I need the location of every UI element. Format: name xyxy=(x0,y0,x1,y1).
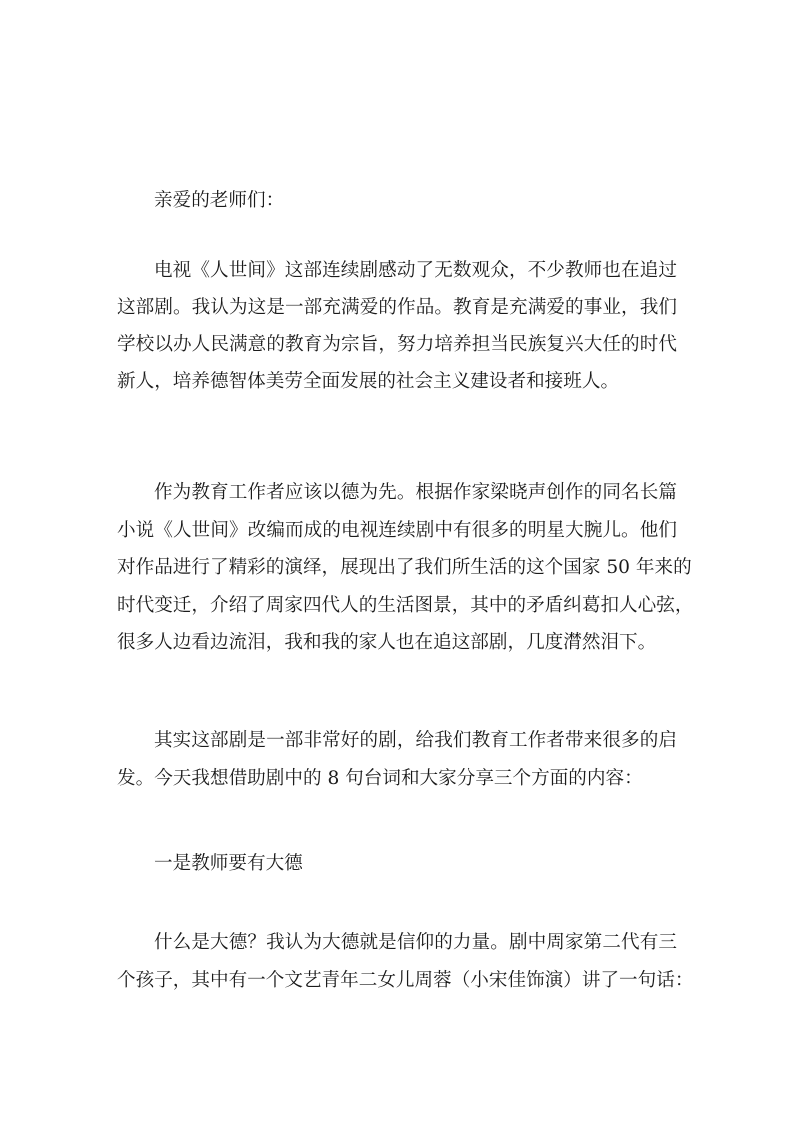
paragraph-line: 小说《人世间》改编而成的电视连续剧中有很多的明星大腕儿。他们 xyxy=(117,520,677,541)
paragraph-line: 时代变迁，介绍了周家四代人的生活图景，其中的矛盾纠葛扣人心弦， xyxy=(117,595,694,616)
paragraph-line: 新人，培养德智体美劳全面发展的社会主义建设者和接班人。 xyxy=(117,371,620,392)
paragraph-line: 对作品进行了精彩的演绎，展现出了我们所生活的这个国家 50 年来的 xyxy=(117,557,692,578)
paragraph-line: 其实这部剧是一部非常好的剧，给我们教育工作者带来很多的启 xyxy=(154,730,677,751)
paragraph-line: 学校以办人民满意的教育为宗旨，努力培养担当民族复兴大任的时代 xyxy=(117,334,677,355)
greeting: 亲爱的老师们： xyxy=(154,190,285,211)
paragraph-line: 个孩子，其中有一个文艺青年二女儿周蓉（小宋佳饰演）讲了一句话： xyxy=(117,970,694,991)
paragraph-line: 作为教育工作者应该以德为先。根据作家梁晓声创作的同名长篇 xyxy=(154,482,677,503)
paragraph-line: 发。今天我想借助剧中的 8 句台词和大家分享三个方面的内容： xyxy=(117,768,643,789)
paragraph-line: 很多人边看边流泪，我和我的家人也在追这部剧，几度潸然泪下。 xyxy=(117,632,657,653)
paragraph-line: 什么是大德？我认为大德就是信仰的力量。剧中周家第二代有三 xyxy=(154,932,677,953)
paragraph-line: 电视《人世间》这部连续剧感动了无数观众，不少教师也在追过 xyxy=(154,260,677,281)
paragraph-line: 这部剧。我认为这是一部充满爱的作品。教育是充满爱的事业，我们 xyxy=(117,297,677,318)
section-heading-text: 一是教师要有大德 xyxy=(154,853,303,874)
